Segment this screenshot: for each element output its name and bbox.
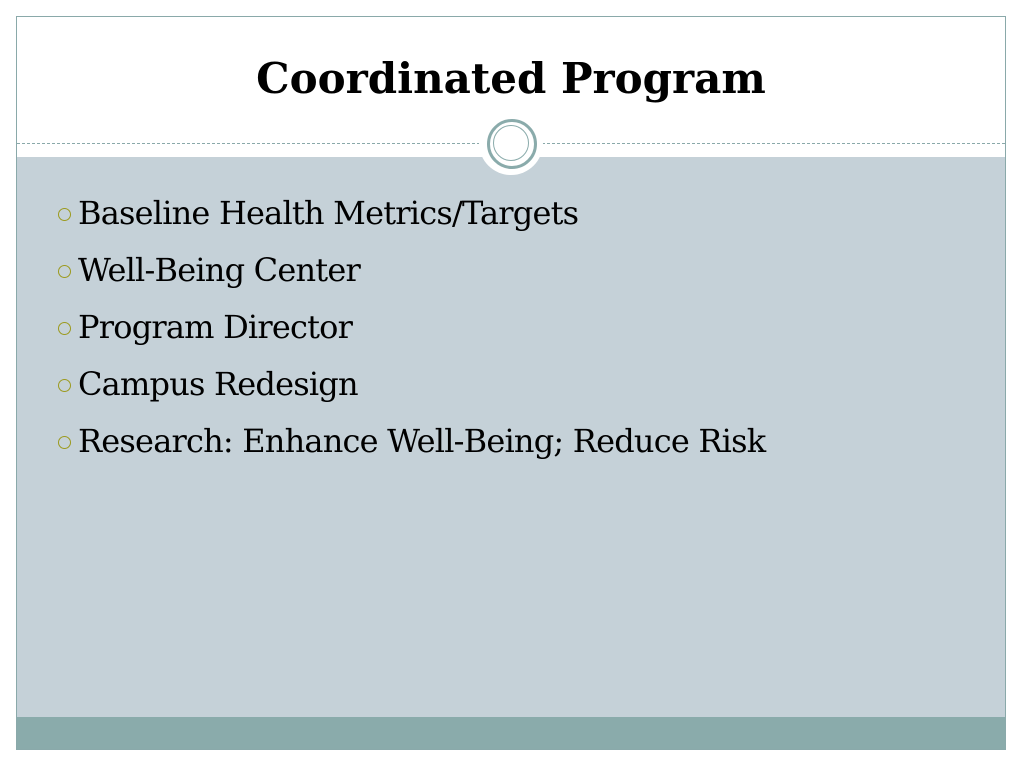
bullet-text: Research: Enhance Well-Being; Reduce Risk	[78, 421, 766, 460]
hollow-circle-icon	[58, 379, 71, 392]
bullet-text: Baseline Health Metrics/Targets	[78, 193, 579, 232]
footer-bar	[17, 717, 1005, 750]
bullet-item	[58, 412, 765, 469]
bullet-text: Program Director	[78, 307, 353, 346]
bullet-item	[58, 298, 765, 355]
bullet-item	[58, 241, 765, 298]
bullet-text: Campus Redesign	[78, 364, 358, 403]
slide-title: Coordinated Program	[256, 54, 766, 103]
bullet-text: Well-Being Center	[78, 250, 360, 289]
ornament-inner-ring	[493, 125, 529, 161]
hollow-circle-icon	[58, 265, 71, 278]
bullet-item	[58, 355, 765, 412]
bullet-list	[58, 184, 765, 469]
bullet-item	[58, 184, 765, 241]
hollow-circle-icon	[58, 436, 71, 449]
hollow-circle-icon	[58, 208, 71, 221]
hollow-circle-icon	[58, 322, 71, 335]
ornament-ring	[487, 119, 537, 169]
circle-ornament-icon	[479, 111, 543, 175]
